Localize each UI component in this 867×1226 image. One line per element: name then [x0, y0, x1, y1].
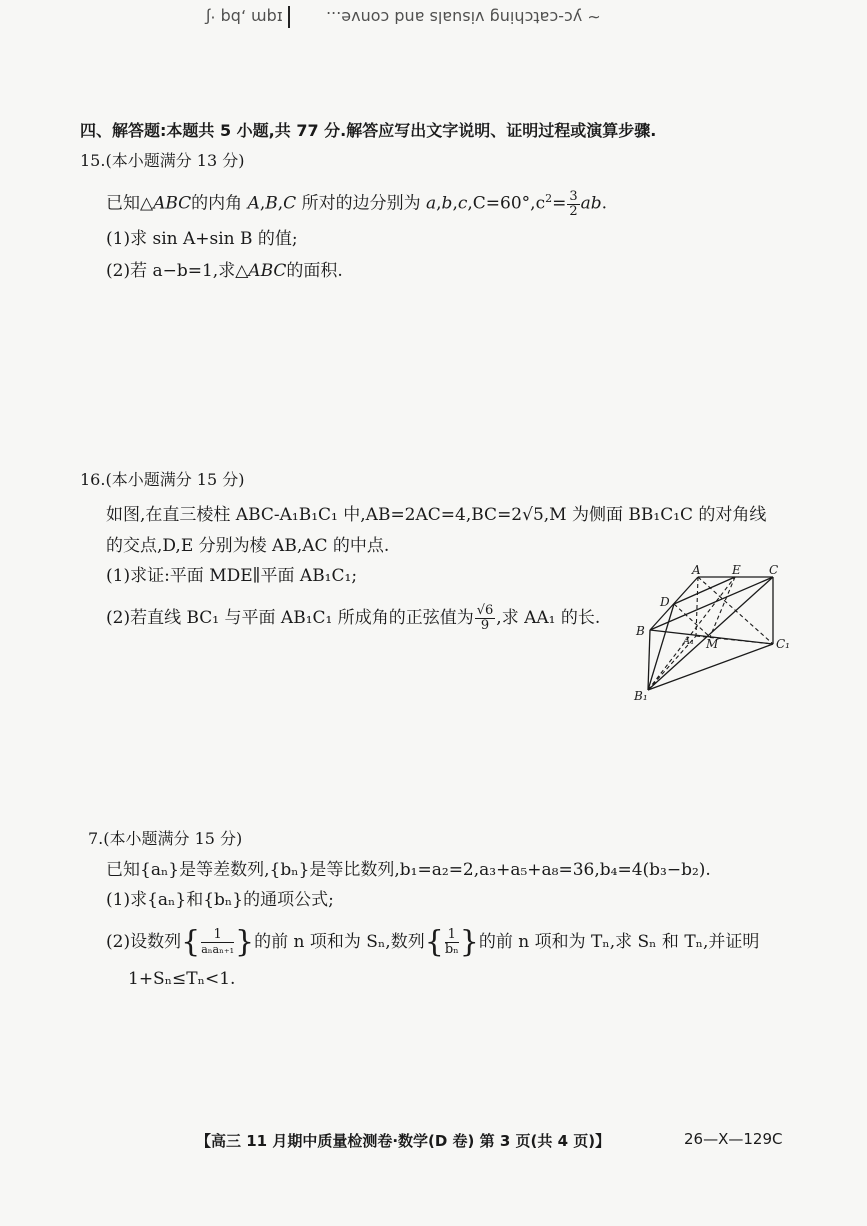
q16-line2: 的交点,D,E 分别为棱 AB,AC 的中点.	[106, 536, 390, 556]
section-title: 四、解答题:本题共 5 小题,共 77 分.解答应写出文字说明、证明过程或演算步骤.	[80, 121, 657, 140]
q15-intro-b: 的内角	[191, 193, 243, 214]
q17-part2-pre: (2)设数列	[106, 932, 182, 952]
label-c1: C₁	[776, 637, 790, 651]
q15-header: 15.(本小题满分 13 分)	[80, 151, 245, 170]
q16-part2a: (2)若直线 BC₁ 与平面 AB₁C₁ 所成角的正弦值为	[106, 608, 474, 628]
label-a: A	[692, 563, 701, 577]
q17-part2-mid1: 的前 n 项和为 Sₙ,数列	[254, 932, 425, 952]
footer-title: 【高三 11 月期中质量检测卷·数学(D 卷) 第 3 页(共 4 页)】	[196, 1132, 611, 1150]
q15-intro-d: ,C=60°,c	[467, 193, 546, 214]
label-d: D	[660, 595, 670, 609]
q17-line1: 已知{aₙ}是等差数列,{bₙ}是等比数列,b₁=a₂=2,a₃+a₅+a₈=36,b₄=4(b₃−b₂).	[106, 860, 711, 880]
edge-bb1	[648, 630, 650, 690]
q17-part1: (1)求{aₙ}和{bₙ}的通项公式;	[106, 890, 334, 910]
q15-part2: (2)若 a−b=1,求△ABC的面积.	[106, 261, 343, 281]
label-m: M	[706, 637, 719, 651]
q16-line1: 如图,在直三棱柱 ABC-A₁B₁C₁ 中,AB=2AC=4,BC=2√5,M 为侧面 BB₁C₁C 的对角线	[106, 505, 767, 525]
q15-intro: 已知△ABC的内角 A,B,C 所对的边分别为 $a,b,c,C=60^\circ,c^2=$ $\frac{3}{2}$ ab.	[106, 188, 608, 219]
diag-b1c	[648, 577, 773, 690]
q17-fraction-b: $\frac{1}{\text{bₙ}}$	[444, 927, 459, 957]
label-a1: A₁	[683, 636, 695, 647]
prism-figure	[628, 562, 798, 707]
q16-part2b: ,求 AA₁ 的长.	[496, 608, 601, 628]
bleed-text-right: ~ yc-catching visuals and conve...	[326, 8, 601, 27]
q17-fraction-a: $\frac{1}{\text{aₙaₙ₊₁}}$	[201, 927, 235, 956]
q17-part2: (2)设数列{ $\frac{1}{\text{aₙaₙ₊₁}}$ }的前 n 项和为 Sₙ,数列{ $\frac{1}{\text{bₙ}}$ }的前 n 项和为 Tₙ,求 Sₙ 和 Tₙ,并证明	[106, 924, 760, 960]
footer-code: 26—X—129C	[684, 1130, 783, 1148]
q15-part2b: 的面积.	[286, 261, 343, 281]
q17-part2-end: 1+Sₙ≤Tₙ<1.	[128, 969, 236, 989]
q15-intro-c: 所对的边分别为	[301, 193, 421, 214]
label-c: C	[769, 563, 779, 577]
segment-b1e	[648, 577, 735, 690]
q15-part2a: (2)若 a−b=1,求△	[106, 261, 249, 281]
bleed-mark	[288, 6, 290, 28]
q16-part2	[106, 604, 600, 633]
label-e: E	[732, 563, 741, 577]
bleed-text-left: ɪqm ,bq ·ʃ	[205, 8, 283, 27]
label-b: B	[636, 624, 645, 638]
q16-header: 16.(本小题满分 15 分)	[80, 470, 245, 489]
label-b1: B₁	[634, 689, 648, 703]
q17-header: 7.(本小题满分 15 分)	[88, 829, 243, 848]
q15-fraction: $\frac{3}{2}$	[569, 188, 578, 219]
q15-part1: (1)求 sin A+sin B 的值;	[106, 229, 298, 249]
q16-part1: (1)求证:平面 MDE∥平面 AB₁C₁;	[106, 566, 358, 586]
q17-part2-mid2: 的前 n 项和为 Tₙ,求 Sₙ 和 Tₙ,并证明	[478, 932, 760, 952]
q16-fraction: $\frac{√6}{9}$	[476, 603, 494, 633]
q15-intro-a: 已知△	[106, 193, 154, 214]
